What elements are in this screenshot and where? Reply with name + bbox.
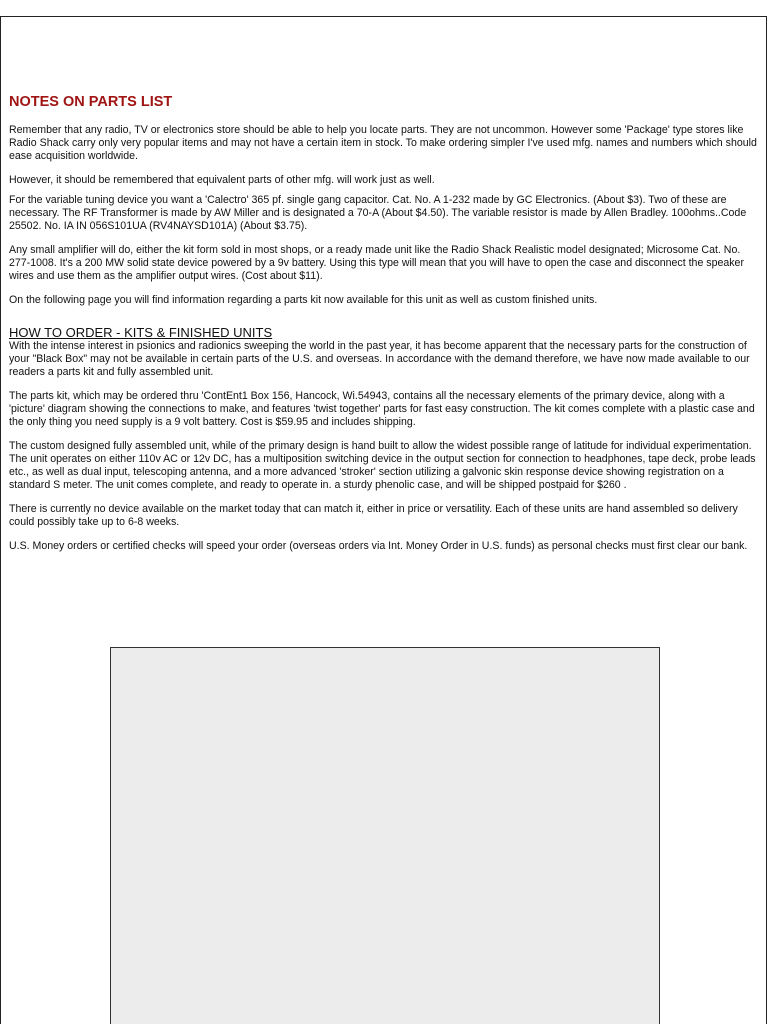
notes-paragraph-3: For the variable tuning device you want a 'Calectro' 365 pf. single gang capacitor. Cat. No. A 1-232 made by GC Electronics. (About $3). Two of these are necessary. The RF Transformer is made by AW Miller and is designated a 70-A (About $4.50). The variable resistor is made by Allen Bradley. 100ohms..Code 25502. No. IA IN 056S101UA (RV4NAYSD101A) (About $3.75). bbox=[9, 194, 747, 232]
document-page bbox=[0, 16, 767, 1024]
image-placeholder bbox=[110, 647, 660, 1024]
notes-paragraph-4: Any small amplifier will do, either the kit form sold in most shops, or a ready made unit like the Radio Shack Realistic model designated; Microsome Cat. No. 277-1008. It's a 200 MW solid state device powered by a 9v battery. Using this type will mean that you will have to open the case and disconnect the speaker wires and use them as the amplifier output wires. (Cost about $11). bbox=[9, 244, 744, 282]
order-paragraph-4: There is currently no device available on the market today that can match it, either in price or versatility. Each of these units are hand assembled so delivery could possibly take up to 6-8 weeks. bbox=[9, 503, 738, 528]
notes-paragraph-5: On the following page you will find information regarding a parts kit now available for this unit as well as custom finished units. bbox=[9, 294, 598, 306]
document-content bbox=[9, 93, 761, 564]
notes-paragraph-1: Remember that any radio, TV or electronics store should be able to help you locate parts. They are not uncommon. However some 'Package' type stores like Radio Shack carry only very popular items and may not have a certain item in stock. To make ordering simpler I've used mfg. names and numbers which should ease acquisition worldwide. bbox=[9, 124, 757, 162]
order-paragraph-1: With the intense interest in psionics and radionics sweeping the world in the past year, it has become apparent that the necessary parts for the construction of your "Black Box" may not be available in certain parts of the U.S. and overseas. In accordance with the demand therefore, we have now made available to our readers a parts kit and fully assembled unit. bbox=[9, 340, 750, 378]
notes-heading: NOTES ON PARTS LIST bbox=[9, 94, 173, 110]
order-paragraph-3: The custom designed fully assembled unit, while of the primary design is hand built to allow the widest possible range of latitude for individual experimentation. The unit operates on either 110v AC or 12v DC, has a multiposition switching device in the output section for connection to headphones, tape deck, probe leads etc., as well as dual input, telescoping antenna, and a more advanced 'stroker' section utilizing a galvonic skin response device showing registration on a standard S meter. The unit comes complete, and ready to operate in. a sturdy phenolic case, and will be shipped postpaid for $260 . bbox=[9, 440, 756, 491]
notes-paragraph-2: However, it should be remembered that equivalent parts of other mfg. will work just as well. bbox=[9, 174, 435, 186]
order-heading: HOW TO ORDER - KITS & FINISHED UNITS bbox=[9, 325, 273, 340]
order-paragraph-5: U.S. Money orders or certified checks will speed your order (overseas orders via Int. Money Order in U.S. funds) as personal checks must first clear our bank. bbox=[9, 540, 748, 552]
order-paragraph-2: The parts kit, which may be ordered thru 'ContEnt1 Box 156, Hancock, Wi.54943, contains all the necessary elements of the primary device, along with a 'picture' diagram showing the connections to make, and features 'twist together' parts for fast easy construction. The kit comes complete with a plastic case and the only thing you need supply is a 9 volt battery. Cost is $59.95 and includes shipping. bbox=[9, 390, 755, 428]
